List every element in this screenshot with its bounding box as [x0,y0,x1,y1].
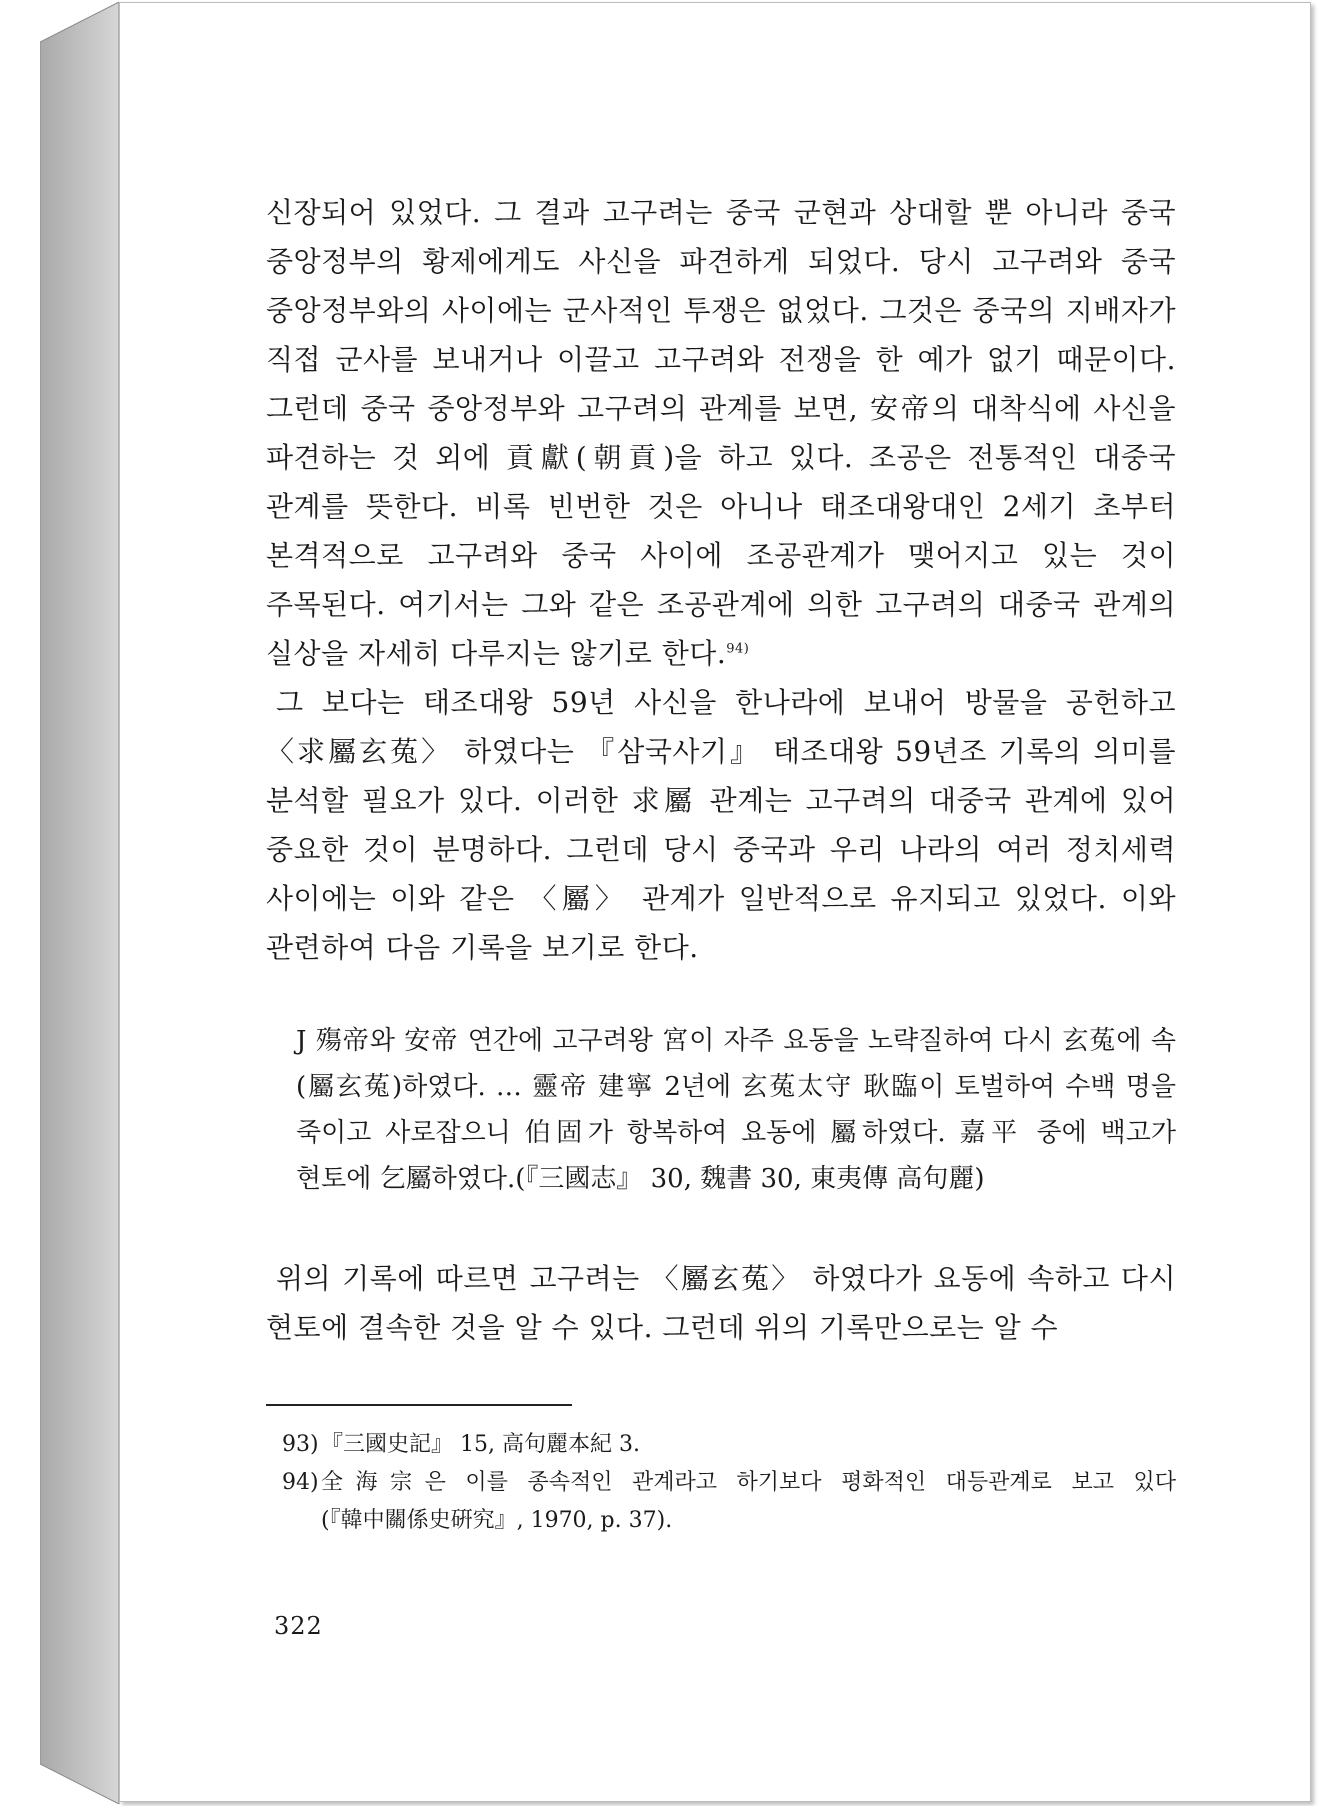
body-paragraph-3: 위의 기록에 따르면 고구려는 〈屬玄菟〉 하였다가 요동에 속하고 다시 현토에 결속한 것을 알 수 있다. 그런데 위의 기록만으로는 알 수 [266,1262,1176,1344]
footnote-number: 94) [282,1470,319,1495]
body-paragraph-2: 그 보다는 태조대왕 59년 사신을 한나라에 보내어 방물을 공헌하고 〈求屬玄菟〉 하였다는 『삼국사기』 태조대왕 59년조 기록의 의미를 분석할 필요가 있다. 이러한 求屬 관계는 고구려의 대중국 관계에 있어 중요한 것이 분명하다. 그런데 당시 중국과 우리 나라의 여러 정치세력 사이에는 이와 같은 〈屬〉 관계가 일반적으로 유지되고 있었다. 이와 관련하여 다음 기록을 보기로 한다. [266,686,1176,964]
footnote-text: 全海宗은 이를 종속적인 관계라고 하기보다 평화적인 대등관계로 보고 있다(『韓中關係史硏究』, 1970, p. 37). [321,1470,1176,1533]
quoted-record: J 殤帝와 安帝 연간에 고구려왕 宮이 자주 요동을 노략질하여 다시 玄菟에 속(屬玄菟)하였다. … 靈帝 建寧 2년에 玄菟太守 耿臨이 토벌하여 수백 명을 죽이고 사로잡으니 伯固가 항복하여 요동에 屬하였다. 嘉平 중에 백고가 현토에 乞屬하였다.(『三國志』 30, 魏書 30, 東夷傳 高句麗) [296,1026,1176,1194]
footnote-reference-94[interactable]: 94) [726,641,750,657]
body-paragraph-1 [266,188,1176,678]
footnote-93 [266,1426,1176,1464]
footnote-number: 93) [282,1432,319,1457]
footnote-text: 『三國史記』 15, 高句麗本紀 3. [321,1432,640,1457]
page-number: 322 [274,1612,323,1640]
footnotes [266,1426,1176,1540]
footnote-divider [266,1404,572,1406]
footnote-94 [266,1464,1176,1540]
book-spine [40,2,120,1804]
page-content [266,188,1176,1540]
body-paragraph-1-text: 신장되어 있었다. 그 결과 고구려는 중국 군현과 상대할 뿐 아니라 중국 중앙정부의 황제에게도 사신을 파견하게 되었다. 당시 고구려와 중국 중앙정부와의 사이에는 군사적인 투쟁은 없었다. 그것은 중국의 지배자가 직접 군사를 보내거나 이끌고 고구려와 전쟁을 한 예가 없기 때문이다. 그런데 중국 중앙정부와 고구려의 관계를 보면, 安帝의 대착식에 사신을 파견하는 것 외에 貢獻(朝貢)을 하고 있다. 조공은 전통적인 대중국 관계를 뜻한다. 비록 빈번한 것은 아니나 태조대왕대인 2세기 초부터 본격적으로 고구려와 중국 사이에 조공관계가 맺어지고 있는 것이 주목된다. 여기서는 그와 같은 조공관계에 의한 고구려의 대중국 관계의 실상을 자세히 다루지는 않기로 한다. [266,196,1176,670]
